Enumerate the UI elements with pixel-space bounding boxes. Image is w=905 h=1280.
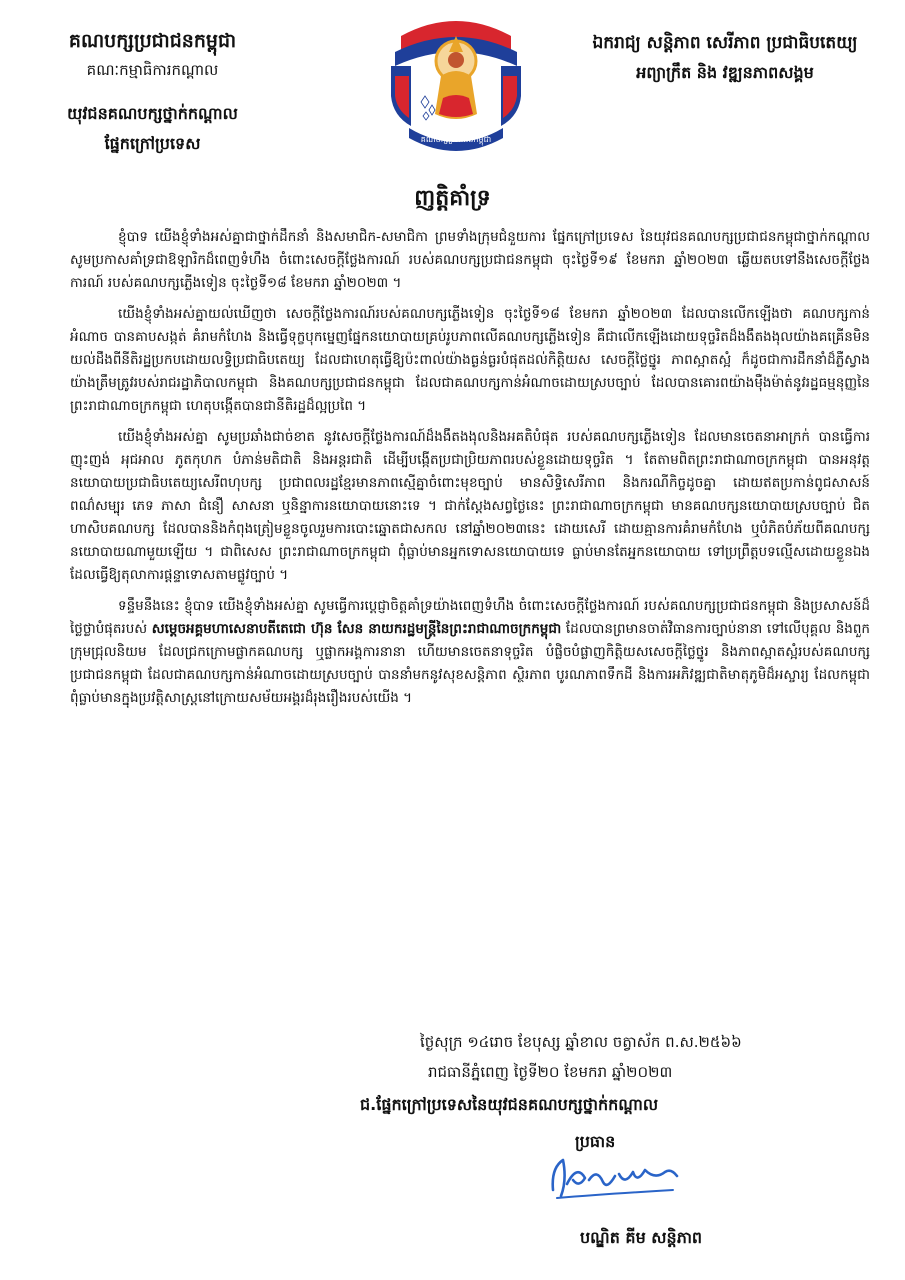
paragraph-4-honorific: សម្តេចអគ្គមហាសេនាបតីតេជោ ហ៊ុន សែន នាយករដ្ឋមន្ត្រីនៃព្រះរាជាណាចក្រកម្ពុជា [151,621,562,637]
party-name: គណបក្សប្រជាជនកម្ពុជា [68,30,237,52]
paragraph-4-after: ដែលបានព្រមានចាត់វិធានការច្បាប់នានា ទៅលើបុគ្គល និងពួកក្រុមជ្រុលនិយម ដែលជ្រកក្រោមផ្លាកគណបក្ស ឬផ្លាកអង្គការនានា ហើយមានចេតនាទុច្ចរិត បំផ្លិចបំផ្លាញកិត្តិយសសេចក្តីថ្លៃថ្នូរ និងភាពស្អាតស្អំរបស់គណបក្សប្រជាជនកម្ពុជា ដែលជាគណបក្សកាន់អំណាចដោយស្របច្បាប់ បាននាំមកនូវសុខសន្តិភាព ស្ថិរភាព បូរណភាពទឹកដី និងការអភិវឌ្ឍជាតិមាតុភូមិដ៏អស្ចារ្យ ដែលកម្ពុជាពុំធ្លាប់មានក្នុងប្រវត្តិសាស្ត្រនៅក្រោយសម័យអង្គរដ៏រុងរឿងរបស់យើង ។ [70,621,870,706]
paragraph-4 [70,595,870,710]
header-left [25,28,280,156]
document-body [70,226,870,718]
paragraph-1: ខ្ញុំបាទ យើងខ្ញុំទាំងអស់គ្នាជាថ្នាក់ដឹកនាំ និងសមាជិក-សមាជិកា ព្រមទាំងក្រុមជំនួយការ ផ្នែកក្រៅប្រទេស នៃយុវជនគណបក្សប្រជាជនកម្ពុជាថ្នាក់កណ្តាល សូមប្រកាសគាំទ្រជាឱឡារិកដ៏ពេញទំហឹង ចំពោះសេចក្តីថ្លែងការណ៍ របស់គណបក្សប្រជាជនកម្ពុជា ចុះថ្ងៃទី១៩ ខែមករា ឆ្នាំ២០២៣ ឆ្លើយតបទៅនឹងសេចក្តីថ្លែងការណ៍ របស់គណបក្សភ្លើងទៀន ចុះថ្ងៃទី១៨ ខែមករា ឆ្នាំ២០២៣ ។ [70,229,870,291]
lunar-date: ថ្ងៃសុក្រ ១៤រោច ខែបុស្ស ឆ្នាំខាល ចត្វាស័ក ព.ស.២៥៦៦ [420,1033,742,1051]
logo-caption: គណបក្សប្រជាជនកម្ពុជា [420,135,492,144]
logo-flower-petals [421,96,435,120]
signer-name: បណ្ឌិត គីម សន្តិភាព [580,1228,703,1247]
solar-date: រាជធានីភ្នំពេញ ថ្ងៃទី២០ ខែមករា ឆ្នាំ២០២៣ [428,1063,673,1081]
national-motto-1: ឯករាជ្យ សន្តិភាព សេរីភាព ប្រជាធិបតេយ្យ [592,33,858,53]
youth-name: យុវជនគណបក្សថ្នាក់កណ្តាល [67,104,238,123]
header-right [560,30,890,86]
signer-role: ប្រធាន [575,1132,616,1151]
signing-organization: ជ.ផ្នែកក្រៅប្រទេសនៃយុវជនគណបក្សថ្នាក់កណ្តាល [360,1095,659,1114]
paragraph-3: យើងខ្ញុំទាំងអស់គ្នា សូមប្រឆាំងជាច់ខាត នូវសេចក្តីថ្លែងការណ៍ដ៏ងងឹតងងុលនិងអគតិបំផុត របស់គណបក្សភ្លើងទៀន ដែលមានចេតនាអាក្រក់ បានធ្វើការញុះញង់ អុជអាល ភូតកុហក បំភាន់មតិជាតិ និងអន្តរជាតិ ដើម្បីបង្កើតប្រជាប្រិយភាពរបស់ខ្លួនដោយទុច្ចរិត ។ តែតាមពិតព្រះរាជាណាចក្រកម្ពុជា បានអនុវត្តនយោបាយប្រជាធិបតេយ្យសេរីពហុបក្ស ប្រជាពលរដ្ឋខ្មែរមានភាពស្មើគ្នាចំពោះមុខច្បាប់ មានសិទ្ធិសេរីភាព និងករណីកិច្ចដូចគ្នា ដោយឥតប្រកាន់ពូជសាសន៍ ពណ៌សម្បុរ ភេទ ភាសា ជំនឿ សាសនា ឬនិន្នាការនយោបាយនោះទេ ។ ជាក់ស្តែងសព្វថ្ងៃនេះ ព្រះរាជាណាចក្រកម្ពុជា មានគណបក្សនយោបាយស្របច្បាប់ ជិតហាសិបគណបក្ស ដែលបាននិងកំពុងត្រៀមខ្លួនចូលរួមការបោះឆ្នោតជាសកល នៅឆ្នាំ២០២៣នេះ ដោយសេរី ដោយគ្មានការគំរាមកំហែង ឬបំភិតបំភ័យពីគណបក្សនយោបាយណាមួយឡើយ ។ ជាពិសេស ព្រះរាជាណាចក្រកម្ពុជា ពុំធ្លាប់មានអ្នកទោសនយោបាយទេ ធ្លាប់មានតែអ្នកនយោបាយ ទៅប្រព្រឹត្តបទល្មើសដោយខ្លួនឯង ដែលធ្វើឱ្យតុលាការផ្តន្ទាទោសតាមផ្លូវច្បាប់ ។ [70,429,870,583]
committee-name: គណៈកម្មាធិការកណ្តាល [86,61,219,79]
overseas-name: ផ្នែកក្រៅប្រទេស [104,134,201,153]
handwritten-signature [545,1150,685,1206]
national-motto-2: អព្យាក្រឹត និង វឌ្ឍនភាពសង្គម [636,63,814,82]
document-title: ញត្តិគាំទ្រ [414,186,491,211]
paragraph-2: យើងខ្ញុំទាំងអស់គ្នាយល់ឃើញថា សេចក្តីថ្លែងការណ៍របស់គណបក្សភ្លើងទៀន ចុះថ្ងៃទី១៨ ខែមករា ឆ្នាំ២០២៣ ដែលបានលើកឡើងថា គណបក្សកាន់អំណាច បានគាបសង្កត់ គំរាមកំហែង និងធ្វើទុក្ខបុកម្នេញផ្នែកនយោបាយគ្រប់រូបភាពលើគណបក្សភ្លើងទៀន គឺជាលើកឡើងដោយទុច្ចរិតដ៏ងងឹតងងុលយ៉ាងគគ្រើនមិនយល់ដឹងពីនីតិរដ្ឋប្រកបដោយលទ្ធិប្រជាធិបតេយ្យ ដែលជាហេតុធ្វើឱ្យប៉ះពាល់យ៉ាងធ្ងន់ធ្ងរបំផុតដល់កិត្តិយស សេចក្តីថ្លៃថ្នូរ ភាពស្អាតស្អំ ក៏ដូចជាការដឹកនាំដ៏ភ្លឺស្វាងយ៉ាងត្រឹមត្រូវរបស់រាជរដ្ឋាភិបាលកម្ពុជា និងគណបក្សប្រជាជនកម្ពុជា ដែលជាគណបក្សកាន់អំណាចដោយស្របច្បាប់ ដែលបានគោរពយ៉ាងម៉ឺងម៉ាត់នូវរដ្ឋធម្មនុញ្ញនៃព្រះរាជាណាចក្រកម្ពុជា ហេតុបង្កើតបានជានីតិរដ្ឋដ៏ល្អប្រពៃ ។ [70,306,870,414]
party-logo [381,6,531,166]
paragraph-4-before: ទន្ទឹមនឹងនេះ ខ្ញុំបាទ យើងខ្ញុំទាំងអស់គ្នា សូមធ្វើការប្តេជ្ញាចិត្តគាំទ្រយ៉ាងពេញទំហឹង ចំពោះសេចក្តីថ្លែងការណ៍ របស់គណបក្សប្រជាជនកម្ពុជា និងប្រសាសន៍ដ៏ថ្លៃថ្លាបំផុតរបស់ [70,598,870,637]
